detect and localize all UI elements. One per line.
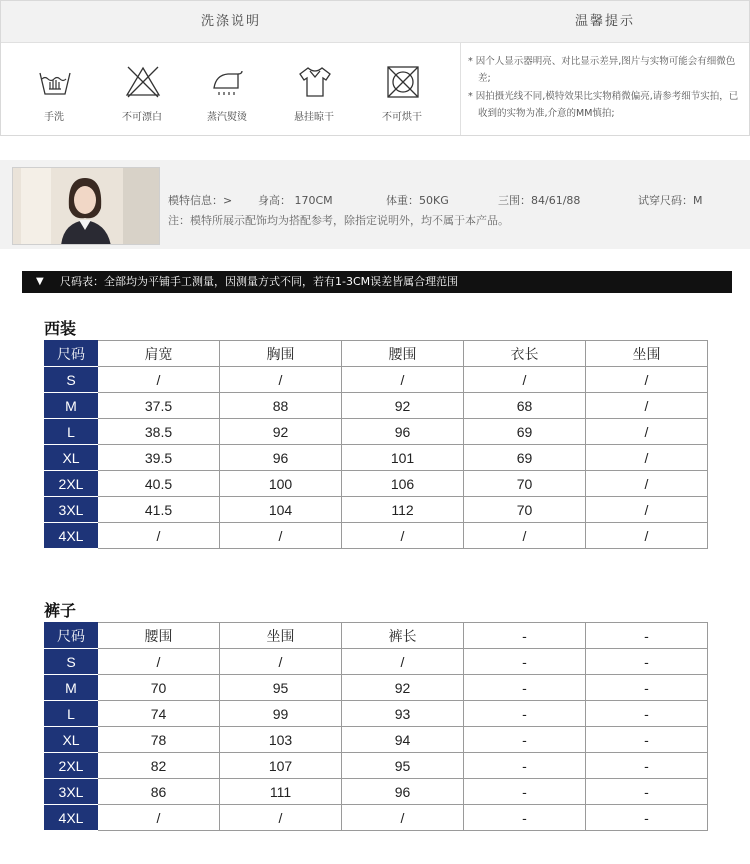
table-cell: /	[220, 523, 342, 549]
table-cell: -	[464, 701, 586, 727]
table-cell: 68	[464, 393, 586, 419]
table-header-row	[45, 623, 708, 649]
suit-size-table	[44, 340, 708, 549]
table-cell: /	[220, 367, 342, 393]
tip-item: * 因拍摄光线不同,模特效果比实物稍微偏亮,请参考细节实拍，已收到的实物为准,介意的MM慎拍;	[468, 91, 739, 119]
size-label-cell: 3XL	[45, 497, 98, 523]
care-label: 蒸汽熨烫	[207, 112, 247, 123]
table-cell: 41.5	[98, 497, 220, 523]
table-header-cell: 腰围	[98, 623, 220, 649]
table-cell: /	[220, 649, 342, 675]
table-cell: -	[464, 805, 586, 831]
table-cell: -	[464, 727, 586, 753]
table-cell: 69	[464, 419, 586, 445]
table-cell: 74	[98, 701, 220, 727]
size-label-cell: 3XL	[45, 779, 98, 805]
table-cell: 103	[220, 727, 342, 753]
table-cell: /	[342, 523, 464, 549]
table-cell: /	[342, 649, 464, 675]
table-cell: -	[586, 675, 708, 701]
care-header	[1, 1, 749, 43]
table-header-cell: 肩宽	[98, 341, 220, 367]
model-height: 身高： 170CM	[258, 194, 333, 207]
table-cell: 111	[220, 779, 342, 805]
size-label-cell: M	[45, 675, 98, 701]
table-cell: /	[586, 367, 708, 393]
table-header-cell: 腰围	[342, 341, 464, 367]
table-cell: /	[586, 419, 708, 445]
table-cell: /	[586, 445, 708, 471]
table-cell: 99	[220, 701, 342, 727]
suit-section-title: 西装	[44, 319, 77, 338]
care-item-no-bleach	[97, 42, 187, 135]
table-cell: -	[586, 649, 708, 675]
hand-wash-icon	[37, 64, 73, 100]
hang-dry-icon	[297, 64, 333, 100]
table-header-cell: 胸围	[220, 341, 342, 367]
table-cell: /	[220, 805, 342, 831]
size-label-cell: 4XL	[45, 805, 98, 831]
table-cell: 93	[342, 701, 464, 727]
table-cell: 70	[464, 471, 586, 497]
table-row	[45, 779, 708, 805]
table-header-cell: -	[464, 623, 586, 649]
table-cell: -	[586, 779, 708, 805]
model-size: 试穿尺码：M	[638, 194, 703, 207]
table-row	[45, 445, 708, 471]
size-label-cell: XL	[45, 727, 98, 753]
table-header-cell: 裤长	[342, 623, 464, 649]
table-cell: -	[586, 727, 708, 753]
model-weight: 体重：50KG	[386, 194, 449, 207]
size-label-cell: 2XL	[45, 471, 98, 497]
table-cell: 92	[342, 675, 464, 701]
table-header-cell: -	[586, 623, 708, 649]
table-cell: /	[98, 523, 220, 549]
table-cell: 96	[220, 445, 342, 471]
size-label-cell: S	[45, 649, 98, 675]
size-label-cell: L	[45, 419, 98, 445]
model-photo	[12, 167, 160, 245]
table-cell: -	[464, 675, 586, 701]
table-cell: 82	[98, 753, 220, 779]
table-row	[45, 805, 708, 831]
table-cell: 88	[220, 393, 342, 419]
table-cell: 100	[220, 471, 342, 497]
care-title: 洗涤说明	[200, 14, 261, 29]
no-tumble-dry-icon	[385, 64, 421, 100]
steam-iron-icon	[210, 64, 246, 100]
care-item-hang-dry	[269, 42, 359, 135]
table-cell: 39.5	[98, 445, 220, 471]
table-cell: 101	[342, 445, 464, 471]
table-cell: /	[464, 367, 586, 393]
table-row	[45, 419, 708, 445]
table-cell: /	[98, 805, 220, 831]
table-cell: 106	[342, 471, 464, 497]
tips-title: 温馨提示	[574, 14, 635, 29]
table-cell: /	[586, 497, 708, 523]
size-note-text: 尺码表：全部均为平铺手工测量，因测量方式不同，若有1-3CM误差皆属合理范围	[60, 275, 459, 288]
care-item-hand-wash	[9, 42, 99, 135]
table-row	[45, 649, 708, 675]
table-cell: 112	[342, 497, 464, 523]
table-cell: 92	[342, 393, 464, 419]
table-cell: 94	[342, 727, 464, 753]
table-row	[45, 701, 708, 727]
table-row	[45, 367, 708, 393]
table-row	[45, 675, 708, 701]
table-cell: 86	[98, 779, 220, 805]
model-info-label: 模特信息：>	[168, 194, 233, 207]
table-cell: 70	[464, 497, 586, 523]
table-cell: 69	[464, 445, 586, 471]
table-header-row	[45, 341, 708, 367]
no-bleach-icon	[125, 64, 161, 100]
divider	[460, 42, 461, 135]
table-cell: -	[464, 649, 586, 675]
model-measurements: 三围：84/61/88	[498, 194, 581, 207]
table-cell: -	[586, 805, 708, 831]
triangle-down-icon: ▼	[36, 276, 44, 287]
table-cell: 70	[98, 675, 220, 701]
table-cell: /	[586, 393, 708, 419]
table-cell: /	[464, 523, 586, 549]
table-cell: 92	[220, 419, 342, 445]
care-label: 不可烘干	[382, 112, 422, 123]
table-cell: 38.5	[98, 419, 220, 445]
care-label: 不可漂白	[122, 112, 162, 123]
size-label-cell: 4XL	[45, 523, 98, 549]
care-item-steam-iron	[182, 42, 272, 135]
size-label-cell: L	[45, 701, 98, 727]
table-cell: -	[586, 701, 708, 727]
table-cell: /	[342, 805, 464, 831]
size-label-cell: XL	[45, 445, 98, 471]
care-panel	[0, 0, 750, 136]
table-cell: /	[586, 471, 708, 497]
table-cell: 96	[342, 419, 464, 445]
care-icons	[1, 42, 460, 135]
table-header-cell: 坐围	[220, 623, 342, 649]
size-label-cell: S	[45, 367, 98, 393]
table-row	[45, 471, 708, 497]
table-cell: 40.5	[98, 471, 220, 497]
table-cell: -	[464, 779, 586, 805]
table-cell: 37.5	[98, 393, 220, 419]
table-header-cell: 尺码	[45, 623, 98, 649]
care-label: 悬挂晾干	[294, 112, 334, 123]
table-header-cell: 坐围	[586, 341, 708, 367]
tip-item: * 因个人显示器明亮、对比显示差异,图片与实物可能会有细微色差;	[468, 56, 736, 84]
tips-list	[468, 54, 744, 124]
size-label-cell: 2XL	[45, 753, 98, 779]
table-row	[45, 753, 708, 779]
table-cell: 78	[98, 727, 220, 753]
pants-section-title: 裤子	[44, 601, 77, 620]
model-note: 注：模特所展示配饰均为搭配参考，除指定说明外，均不属于本产品。	[168, 214, 509, 227]
table-cell: /	[98, 649, 220, 675]
table-cell: 95	[220, 675, 342, 701]
table-cell: 96	[342, 779, 464, 805]
table-cell: /	[586, 523, 708, 549]
table-cell: -	[586, 753, 708, 779]
table-cell: /	[98, 367, 220, 393]
pants-size-table	[44, 622, 708, 831]
table-cell: 104	[220, 497, 342, 523]
table-cell: /	[342, 367, 464, 393]
care-item-no-tumble-dry	[357, 42, 447, 135]
table-row	[45, 393, 708, 419]
table-cell: -	[464, 753, 586, 779]
table-cell: 107	[220, 753, 342, 779]
table-row	[45, 497, 708, 523]
size-note-bar	[22, 271, 732, 293]
table-header-cell: 尺码	[45, 341, 98, 367]
table-cell: 95	[342, 753, 464, 779]
size-label-cell: M	[45, 393, 98, 419]
table-header-cell: 衣长	[464, 341, 586, 367]
table-row	[45, 523, 708, 549]
care-label: 手洗	[44, 112, 64, 123]
table-row	[45, 727, 708, 753]
